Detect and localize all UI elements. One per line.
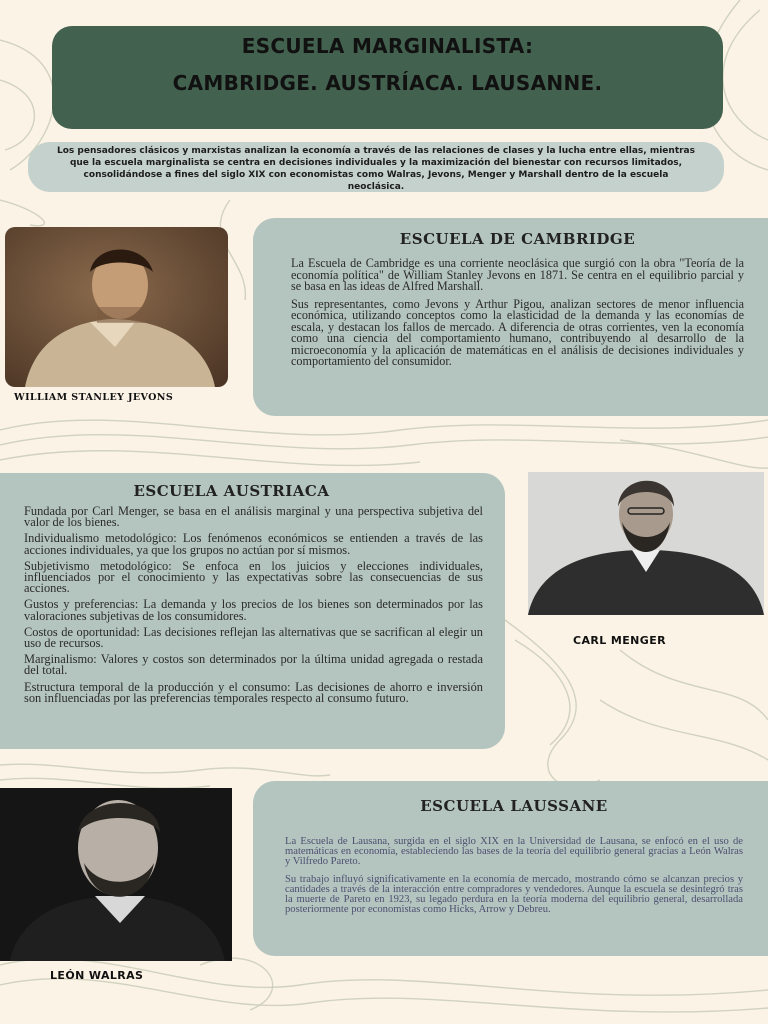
portrait-jevons: [5, 227, 228, 387]
austriaca-paragraph-5: Costos de oportunidad: Las decisiones reflejan las alternativas que se sacrifican al elegir un uso de recursos.: [24, 624, 483, 651]
cambridge-paragraph-2: Sus representantes, como Jevons y Arthur Pigou, analizan sectores de menor influencia económica, utilizando conceptos como la elasticidad de la demanda y las economías de escala, y destacan los fallos de mercado. A diferencia de otras corrientes, ven la economía como una ciencia del comportamiento humano, contribuyendo al desarrollo de la microeconomía y la aplicación de matemáticas en el análisis de decisiones individuales y comportamiento del consumidor.: [291, 296, 744, 368]
caption-walras: LEÓN WALRAS: [50, 969, 144, 982]
cambridge-paragraph-1: La Escuela de Cambridge es una corriente neoclásica que surgió con la obra "Teoría de la economía política" de William Stanley Jevons en 1871. Se centra en el equilibrio parcial y se basa en las ideas de Alfred Marshall.: [291, 256, 744, 293]
austriaca-paragraph-3: Subjetivismo metodológico: Se enfoca en los juicios y elecciones individuales, influenciados por el conocimiento y las expectativas sobre las consecuencias de sus acciones.: [24, 558, 483, 596]
austriaca-paragraph-1: Fundada por Carl Menger, se basa en el análisis marginal y una perspectiva subjetiva del valor de los bienes.: [24, 504, 483, 530]
page-title: ESCUELA MARGINALISTA:: [241, 34, 534, 58]
portrait-menger: [528, 472, 764, 615]
austriaca-card: [0, 473, 505, 749]
portrait-walras: [0, 788, 232, 961]
austriaca-paragraph-6: Marginalismo: Valores y costos son determinados por la última unidad agregada o restada del total.: [24, 652, 483, 678]
austriaca-heading: ESCUELA AUSTRIACA: [133, 482, 330, 500]
cambridge-card: [253, 218, 768, 416]
austriaca-paragraph-4: Gustos y preferencias: La demanda y los precios de los bienes son determinados por las valoraciones subjetivas de los consumidores.: [24, 597, 483, 623]
intro-text: Los pensadores clásicos y marxistas analizan la economía a través de las relaciones de clases y la lucha entre ellas, mientras que la escuela marginalista se centra en decisiones individuales y la maximización del bienestar con recursos limitados, consolidándose a fines del siglo XIX con economistas como Walras, Jevons, Menger y Marshall dentro de la escuela neoclásica.: [28, 142, 724, 192]
cambridge-heading: ESCUELA DE CAMBRIDGE: [399, 230, 636, 248]
laussane-card: [253, 781, 768, 956]
caption-menger: CARL MENGER: [573, 634, 666, 647]
laussane-paragraph-1: La Escuela de Lausana, surgida en el siglo XIX en la Universidad de Lausana, se enfocó en el uso de matemáticas en economía, estableciendo las bases de la teoría del equilibrio general gracias a León Walras y Vilfredo Pareto.: [285, 836, 743, 868]
austriaca-paragraph-7: Estructura temporal de la producción y el consumo: Las decisiones de ahorro e inversión son influenciadas por las preferencias temporales respecto al consumo futuro.: [24, 679, 483, 705]
caption-jevons: WILLIAM STANLEY JEVONS: [14, 392, 174, 403]
laussane-heading: ESCUELA LAUSSANE: [420, 797, 608, 815]
austriaca-paragraph-2: Individualismo metodológico: Los fenómenos económicos se entienden a través de las acciones individuales, ya que los grupos no actúan por sí mismos.: [24, 531, 483, 557]
page-subtitle: CAMBRIDGE. AUSTRÍACA. LAUSANNE.: [172, 71, 603, 95]
title-banner: [52, 26, 723, 129]
laussane-paragraph-2: Su trabajo influyó significativamente en la economía de mercado, mostrando cómo se alcanzan precios y cantidades a través de la interacción entre compradores y vendedores. Aunque la escuela se desintegró tras la muerte de Pareto en 1923, su legado perdura en la teoría moderna del equilibrio general, desarrollada posteriormente por economistas como Hicks, Arrow y Debreu.: [285, 873, 743, 916]
